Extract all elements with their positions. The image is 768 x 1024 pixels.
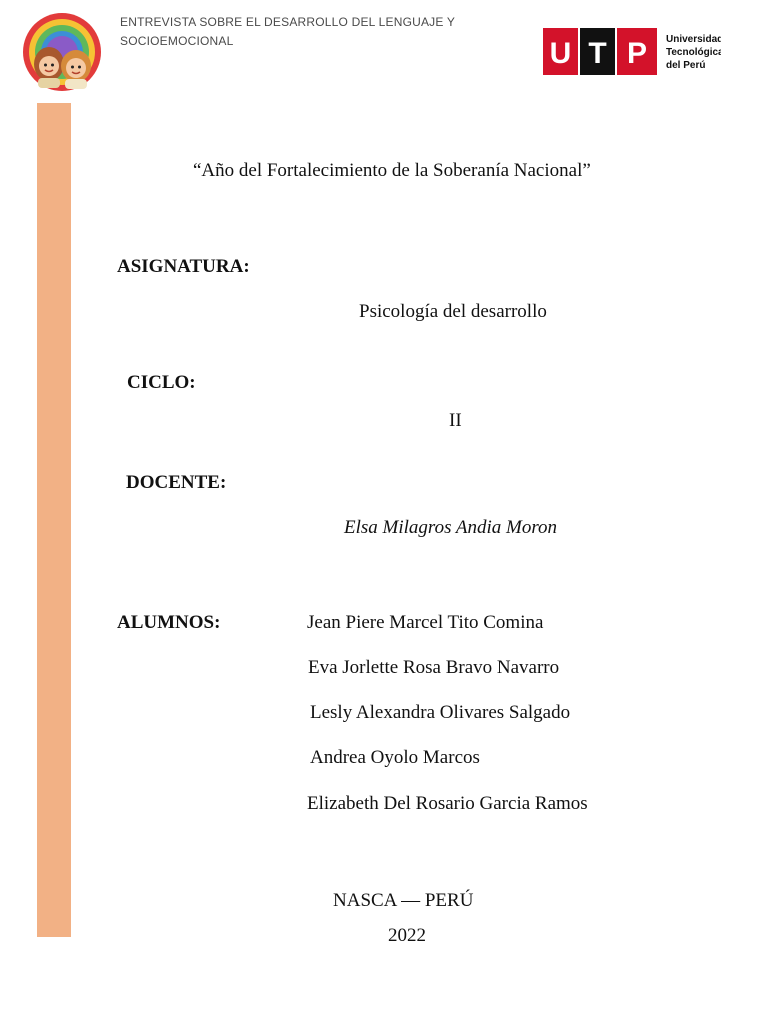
alumno-3: Lesly Alexandra Olivares Salgado xyxy=(310,702,571,723)
utp-logo xyxy=(543,27,721,77)
utp-name-line-1: Universidad xyxy=(666,34,721,45)
alumno-4: Andrea Oyolo Marcos xyxy=(310,747,480,768)
utp-letter-p: P xyxy=(626,37,648,70)
alumnos-label: ALUMNOS: xyxy=(117,612,221,633)
utp-letter-t: T xyxy=(588,37,607,70)
side-band-decoration xyxy=(37,103,71,937)
asignatura-value: Psicología del desarrollo xyxy=(359,301,547,322)
utp-letter-u: U xyxy=(549,37,572,70)
docente-label: DOCENTE: xyxy=(126,472,227,493)
ciclo-value: II xyxy=(449,410,462,431)
place: NASCA — PERÚ xyxy=(333,890,474,911)
year: 2022 xyxy=(388,925,426,946)
ciclo-label: CICLO: xyxy=(127,372,196,393)
alumno-2: Eva Jorlette Rosa Bravo Navarro xyxy=(308,657,560,678)
alumno-1: Jean Piere Marcel Tito Comina xyxy=(307,612,544,633)
utp-name-line-3: del Perú xyxy=(666,60,706,71)
header-title: ENTREVISTA SOBRE EL DESARROLLO DEL LENGUAJE Y SOCIOEMOCIONAL xyxy=(120,15,455,48)
alumno-5: Elizabeth Del Rosario Garcia Ramos xyxy=(307,793,588,814)
docente-value: Elsa Milagros Andia Moron xyxy=(344,517,558,538)
utp-name-line-2: Tecnológica xyxy=(666,47,721,58)
motto: “Año del Fortalecimiento de la Soberanía Nacional” xyxy=(193,160,591,181)
asignatura-label: ASIGNATURA: xyxy=(117,256,250,277)
kids-logo xyxy=(21,12,103,92)
